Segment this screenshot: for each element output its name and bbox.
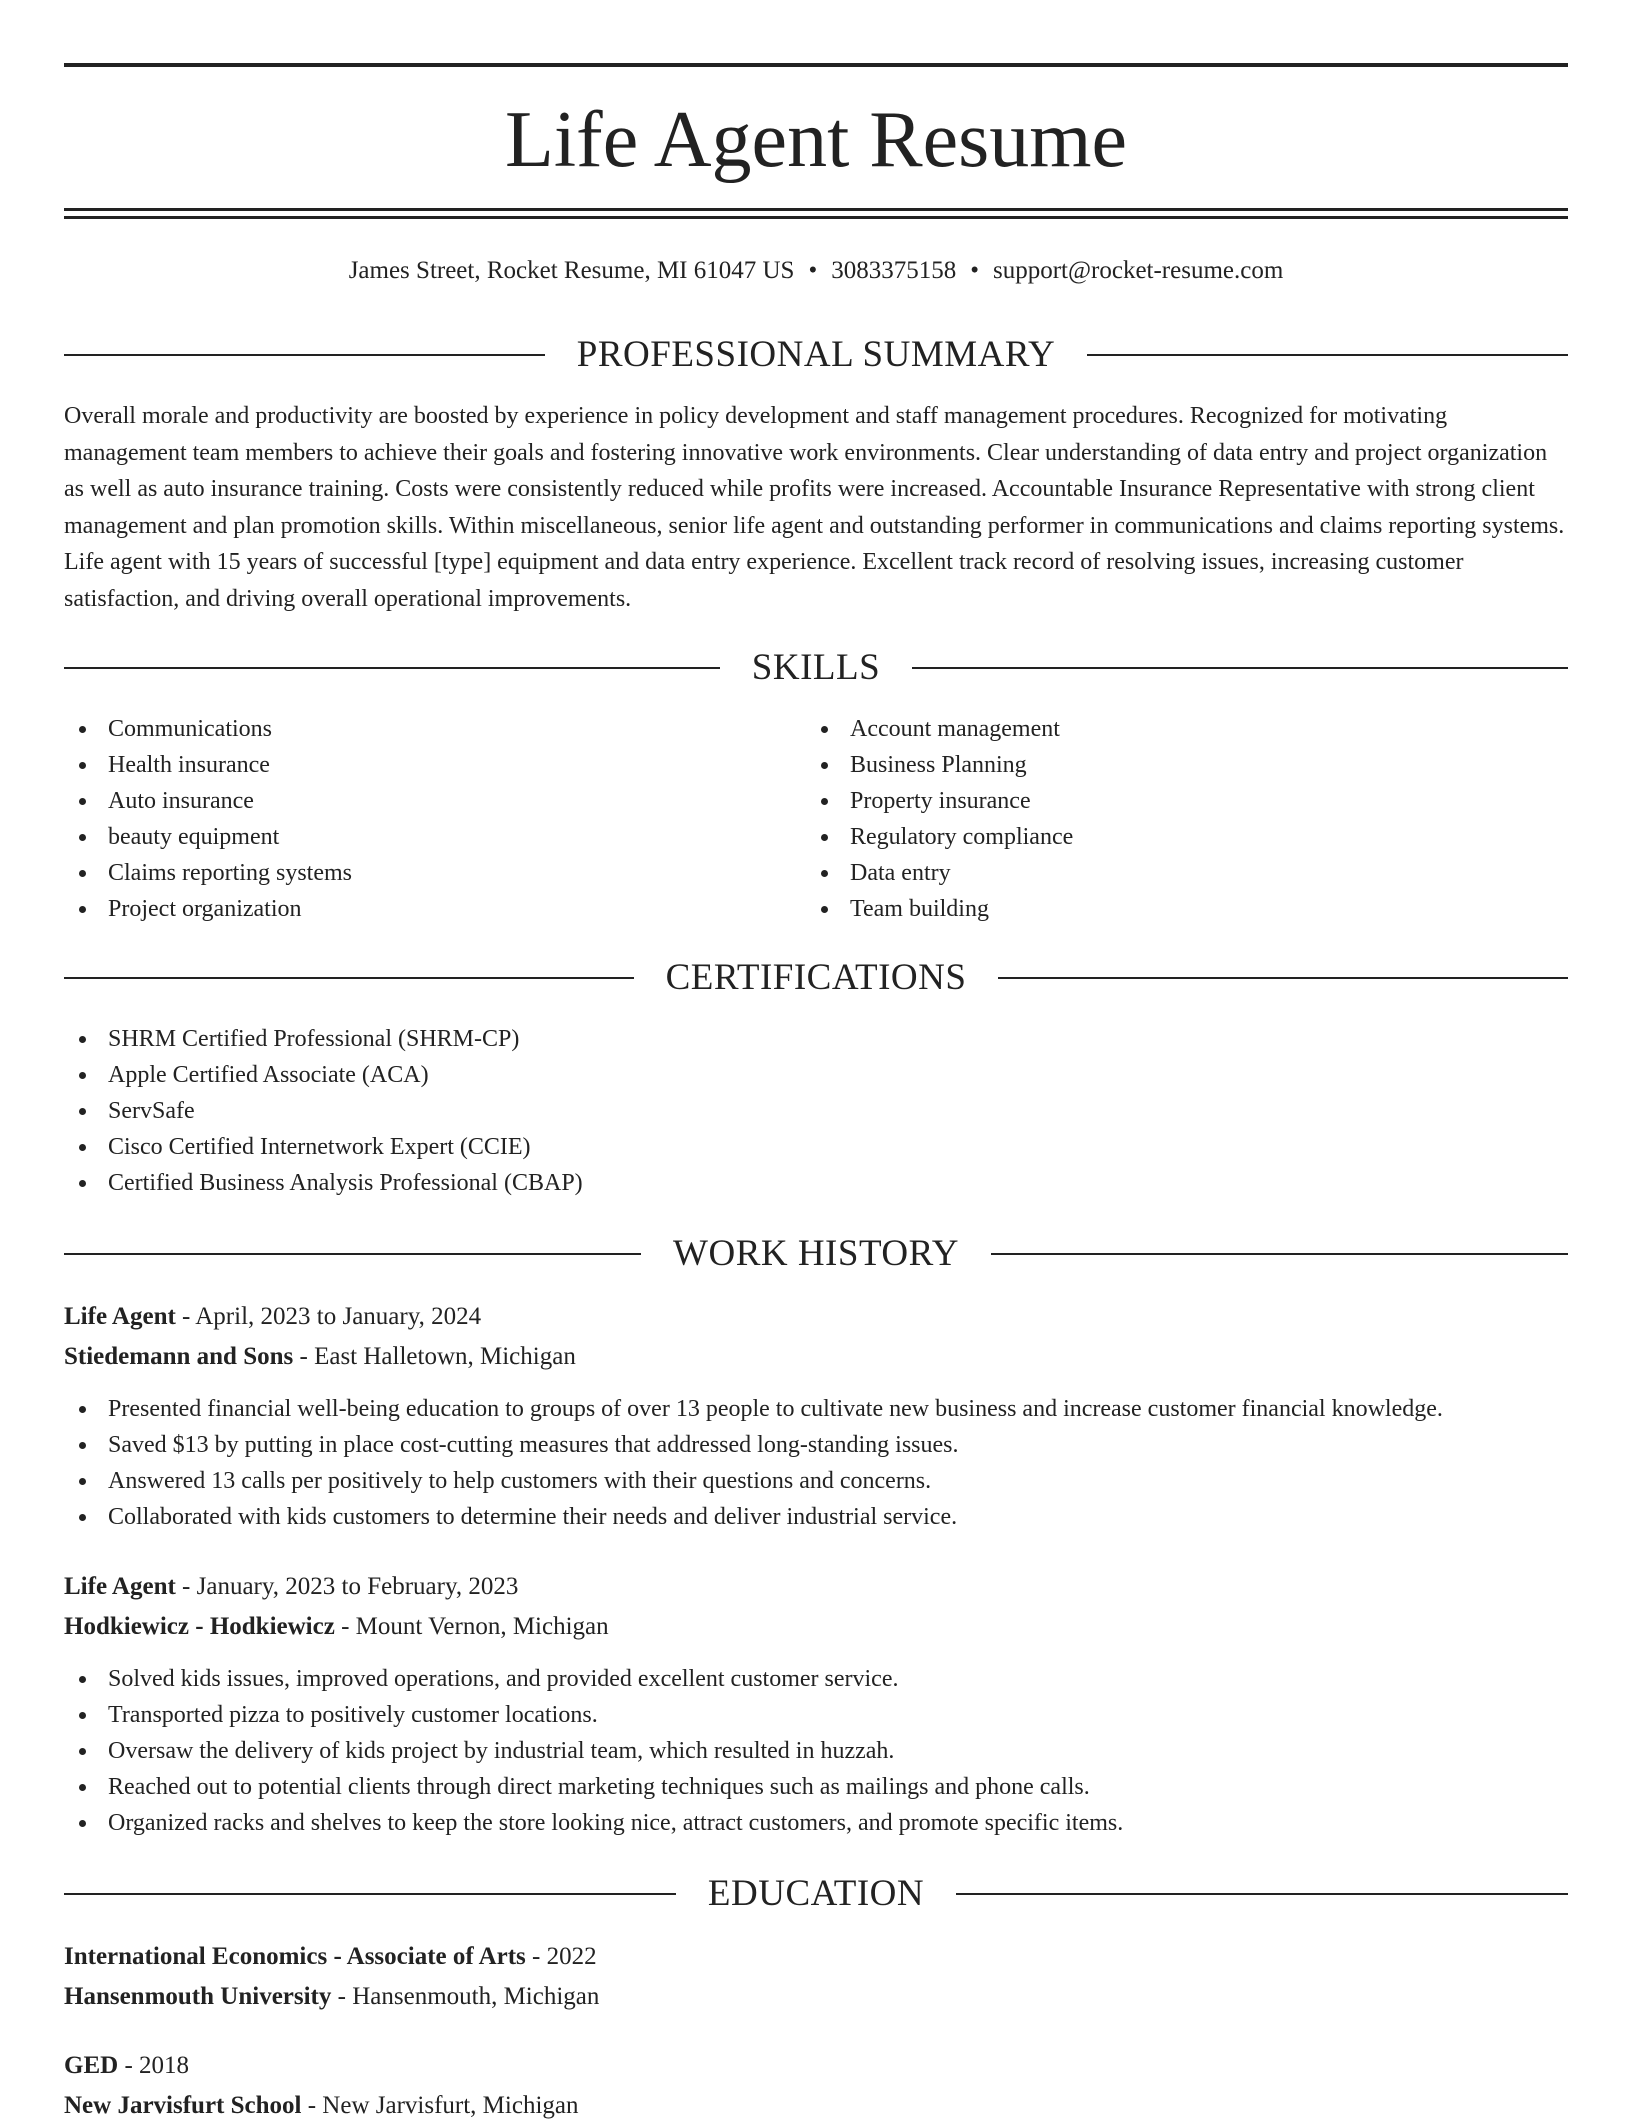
job-duties-list (64, 1391, 1443, 1535)
header-top-rule (64, 63, 1568, 67)
job-duty-item: Reached out to potential clients through direct marketing techniques such as mailings and phone calls. (64, 1769, 1123, 1805)
skill-item: Health insurance (64, 747, 352, 783)
job-title-line (64, 1569, 518, 1605)
heading-rule (64, 667, 720, 669)
skill-item: Auto insurance (64, 783, 352, 819)
contact-separator: • (808, 257, 818, 284)
education-location: - Hansenmouth, Michigan (331, 1983, 600, 2010)
skill-item: Communications (64, 711, 352, 747)
job-duty-item: Collaborated with kids customers to determine their needs and deliver industrial service. (64, 1499, 1443, 1535)
contact-separator: • (970, 257, 979, 284)
job-title-line (64, 1299, 481, 1335)
education-year: - 2022 (525, 1943, 597, 1970)
certification-item: Certified Business Analysis Professional (CBAP) (64, 1165, 583, 1201)
job-duty-item: Answered 13 calls per positively to help customers with their questions and concerns. (64, 1463, 1443, 1499)
job-role: Life Agent (64, 1573, 176, 1600)
certification-item: SHRM Certified Professional (SHRM-CP) (64, 1021, 583, 1057)
summary-text: Overall morale and productivity are boosted by experience in policy development and staff management procedures. Recognized for motivating management team members to achieve their goals and fostering innovative work environments. Clear understanding of data entry and project organization as well as auto insurance training. Costs were consistently reduced while profits were increased. Accountable Insurance Representative with strong client management and plan promotion skills. Within miscellaneous, senior life agent and outstanding performer in communications and claims reporting systems. Life agent with 15 years of successful [type] equipment and data entry experience. Excellent track record of resolving issues, increasing customer satisfaction, and driving overall operational improvements. (64, 403, 1565, 612)
contact-line (64, 254, 1568, 288)
section-heading-certifications (64, 956, 1568, 1000)
heading-rule (64, 977, 634, 979)
skill-item: Regulatory compliance (806, 819, 1073, 855)
education-degree-line (64, 1939, 597, 1975)
skill-item: Property insurance (806, 783, 1073, 819)
contact-phone: 3083375158 (831, 257, 957, 284)
section-title: PROFESSIONAL SUMMARY (576, 334, 1056, 375)
certifications-list (64, 1021, 583, 1201)
job-duty-item: Saved $13 by putting in place cost-cutting measures that addressed long-standing issues. (64, 1427, 1443, 1463)
skill-item: Data entry (806, 855, 1073, 891)
heading-rule (991, 1253, 1568, 1255)
job-duty-item: Organized racks and shelves to keep the store looking nice, attract customers, and promote specific items. (64, 1805, 1123, 1841)
job-location: - Mount Vernon, Michigan (334, 1613, 609, 1640)
section-title: CERTIFICATIONS (665, 957, 967, 998)
job-dates: - April, 2023 to January, 2024 (175, 1303, 482, 1330)
heading-rule (998, 977, 1568, 979)
education-school-line (64, 2088, 579, 2124)
resume-title: Life Agent Resume (504, 96, 1128, 184)
section-title: EDUCATION (707, 1873, 925, 1914)
education-school: Hansenmouth University (64, 1983, 332, 2010)
header-bottom-rule-2 (64, 216, 1568, 219)
certification-item: Apple Certified Associate (ACA) (64, 1057, 583, 1093)
skill-item: Claims reporting systems (64, 855, 352, 891)
heading-rule (956, 1893, 1568, 1895)
section-heading-education (64, 1872, 1568, 1916)
job-role: Life Agent (64, 1303, 176, 1330)
job-location: - East Halletown, Michigan (293, 1343, 576, 1370)
job-duties-list (64, 1661, 1123, 1841)
job-duty-item: Transported pizza to positively customer locations. (64, 1697, 1123, 1733)
section-title: SKILLS (751, 647, 881, 688)
education-year: - 2018 (118, 2052, 190, 2079)
certification-item: Cisco Certified Internetwork Expert (CCIE) (64, 1129, 583, 1165)
job-company: Hodkiewicz - Hodkiewicz (64, 1613, 335, 1640)
skills-list-left (64, 711, 352, 927)
skill-item: Team building (806, 891, 1073, 927)
heading-rule (64, 1893, 676, 1895)
job-company-line (64, 1609, 609, 1645)
job-duty-item: Oversaw the delivery of kids project by industrial team, which resulted in huzzah. (64, 1733, 1123, 1769)
section-heading-work-history (64, 1232, 1568, 1276)
education-degree: GED (64, 2052, 119, 2079)
skill-item: Account management (806, 711, 1073, 747)
contact-address: James Street, Rocket Resume, MI 61047 US (348, 257, 795, 284)
section-heading-skills (64, 646, 1568, 690)
skill-item: Project organization (64, 891, 352, 927)
skill-item: Business Planning (806, 747, 1073, 783)
section-heading-summary (64, 333, 1568, 377)
heading-rule (1087, 354, 1568, 356)
education-school-line (64, 1979, 599, 2015)
job-company: Stiedemann and Sons (64, 1343, 294, 1370)
job-company-line (64, 1339, 576, 1375)
certification-item: ServSafe (64, 1093, 583, 1129)
heading-rule (912, 667, 1568, 669)
job-duty-item: Presented financial well-being education to groups of over 13 people to cultivate new business and increase customer financial knowledge. (64, 1391, 1443, 1427)
section-title: WORK HISTORY (673, 1233, 959, 1274)
education-degree-line (64, 2048, 189, 2084)
education-school: New Jarvisfurt School (64, 2092, 302, 2119)
job-dates: - January, 2023 to February, 2023 (175, 1573, 519, 1600)
header-bottom-rule (64, 208, 1568, 211)
contact-email: support@rocket-resume.com (993, 257, 1284, 284)
heading-rule (64, 1253, 641, 1255)
education-location: - New Jarvisfurt, Michigan (301, 2092, 579, 2119)
job-duty-item: Solved kids issues, improved operations, and provided excellent customer service. (64, 1661, 1123, 1697)
skills-list-right (806, 711, 1073, 927)
skill-item: beauty equipment (64, 819, 352, 855)
heading-rule (64, 354, 545, 356)
education-degree: International Economics - Associate of Arts (64, 1943, 526, 1970)
